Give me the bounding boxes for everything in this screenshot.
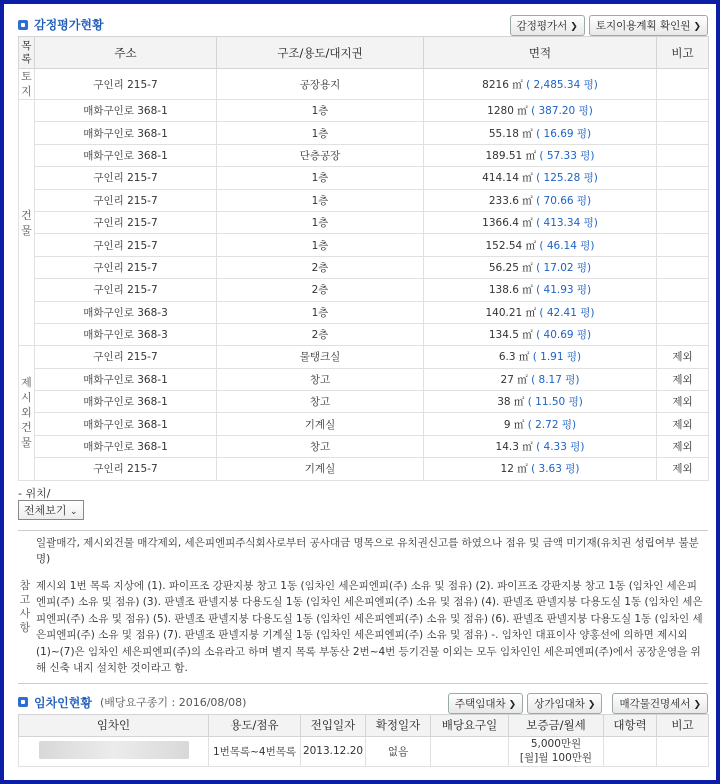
table-row <box>19 391 709 413</box>
table-row <box>19 413 709 435</box>
note-cell: 제외 <box>657 435 709 457</box>
notes-para-2: 제시외 1번 목록 지상에 (1). 파이프조 강판지붕 창고 1동 (임차인 세은피엔피(주) 소유 및 점유) (2). 파이프조 강판지붕 창고 1동 (임차인 세은피엔피(주) 소유 및 점유) (3). 판넬조 판넬지붕 다용도실 1동 (임차인 세은피엔피(주) 소유 및 점유) (4). 판넬조 판넬지붕 다용도실 1동 (임차인 세은피엔피(주) 소유 및 점유) (5). 판넬조 판넬지붕 다용도실 1동 (임차인 세은피엔피(주) 소유 및 점유) (6). 판넬조 판넬지붕 다용도실 1동 (임차인 세은피엔피(주) 소유 및 점유) (7). 판넬조 판넬지붕 기계실 1동 (임차인 세은피엔피(주) 소유 및 점유) -. 임차인 대표이사 양홍선에 의하면 제시외(1)~(7)은 임차인 세은피엔피(주)의 소유라고 하며 별지 목록 부동산 2번~4번 등기건물 이외는 모두 임차인인 세은피엔피(주)에서 공장운영을 위해 신축 내지 설치한 것이라고 함. <box>36 579 703 675</box>
col-move-in: 전입일자 <box>301 714 366 736</box>
structure-cell: 1층 <box>217 189 424 211</box>
tenant-confirm: 없음 <box>366 736 431 766</box>
structure-cell: 단층공장 <box>217 144 424 166</box>
pyeong-value: ( 2.72 평) <box>527 418 577 431</box>
address-cell: 구인리 215-7 <box>35 167 217 189</box>
area-cell: 8216 ㎡ ( 2,485.34 평) <box>424 69 657 100</box>
note-cell <box>657 211 709 233</box>
col-address: 주소 <box>35 37 217 69</box>
note-cell <box>657 144 709 166</box>
notes-label: 참 고 사 항 <box>19 578 31 634</box>
address-cell: 매화구인로 368-1 <box>35 368 217 390</box>
col-confirm: 확정일자 <box>366 714 431 736</box>
tenant-move-in: 2013.12.20 <box>301 736 366 766</box>
note-cell <box>657 167 709 189</box>
tenant-name-redacted <box>19 736 209 766</box>
content <box>18 10 708 767</box>
appraisal-table <box>18 36 709 481</box>
col-area: 면적 <box>424 37 657 69</box>
sale-statement-button[interactable]: 매각물건명세서 ❯ <box>612 693 708 714</box>
table-row <box>19 100 709 122</box>
pyeong-value: ( 2,485.34 평) <box>526 78 598 91</box>
area-cell: 14.3 ㎡ ( 4.33 평) <box>424 435 657 457</box>
commercial-lease-button[interactable]: 상가임대차 ❯ <box>527 693 602 714</box>
appraisal-header <box>18 10 708 36</box>
table-row <box>19 234 709 256</box>
structure-cell: 2층 <box>217 323 424 345</box>
tenant-title: 임차인현황 (배당요구종기 : 2016/08/08) <box>18 694 246 711</box>
area-cell: 56.25 ㎡ ( 17.02 평) <box>424 256 657 278</box>
pyeong-value: ( 41.93 평) <box>536 284 592 297</box>
section-bullet-icon <box>18 20 28 30</box>
table-row <box>19 167 709 189</box>
tenant-header <box>18 688 708 714</box>
address-cell: 구인리 215-7 <box>35 346 217 368</box>
col-use: 용도/점유 <box>209 714 301 736</box>
table-row <box>19 256 709 278</box>
group-label-excluded: 제 시 외 건 물 <box>19 346 35 480</box>
appraisal-report-button[interactable]: 감정평가서 ❯ <box>510 15 585 36</box>
tenant-note <box>657 736 709 766</box>
structure-cell: 창고 <box>217 435 424 457</box>
table-row <box>19 69 709 100</box>
note-cell <box>657 279 709 301</box>
area-cell: 38 ㎡ ( 11.50 평) <box>424 391 657 413</box>
pyeong-value: ( 57.33 평) <box>539 149 595 162</box>
table-row <box>19 301 709 323</box>
pyeong-value: ( 3.63 평) <box>531 463 580 476</box>
address-cell: 구인리 215-7 <box>35 256 217 278</box>
col-structure: 구조/용도/대지권 <box>217 37 424 69</box>
address-cell: 구인리 215-7 <box>35 234 217 256</box>
note-cell: 제외 <box>657 346 709 368</box>
address-cell: 매화구인로 368-1 <box>35 435 217 457</box>
address-cell: 매화구인로 368-1 <box>35 144 217 166</box>
appraisal-title-text: 감정평가현황 <box>34 18 104 32</box>
note-cell <box>657 301 709 323</box>
group-label-land: 토 지 <box>19 69 35 100</box>
note-cell <box>657 100 709 122</box>
area-cell: 12 ㎡ ( 3.63 평) <box>424 458 657 480</box>
note-cell: 제외 <box>657 391 709 413</box>
note-cell <box>657 256 709 278</box>
structure-cell: 1층 <box>217 301 424 323</box>
arrow-right-icon: ❯ <box>693 22 701 32</box>
tenant-opposability <box>604 736 657 766</box>
address-cell: 구인리 215-7 <box>35 69 217 100</box>
area-cell: 9 ㎡ ( 2.72 평) <box>424 413 657 435</box>
table-row <box>19 211 709 233</box>
note-cell <box>657 69 709 100</box>
pyeong-value: ( 40.69 평) <box>536 329 592 342</box>
note-cell <box>657 189 709 211</box>
note-cell <box>657 234 709 256</box>
structure-cell: 1층 <box>217 211 424 233</box>
area-cell: 1280 ㎡ ( 387.20 평) <box>424 100 657 122</box>
note-cell <box>657 323 709 345</box>
section-bullet-icon <box>18 697 28 707</box>
col-tenant-note: 비고 <box>657 714 709 736</box>
table-row <box>19 435 709 457</box>
tenant-dividend <box>431 736 509 766</box>
arrow-right-icon: ❯ <box>570 22 578 32</box>
area-cell: 138.6 ㎡ ( 41.93 평) <box>424 279 657 301</box>
note-cell: 제외 <box>657 458 709 480</box>
area-cell: 55.18 ㎡ ( 16.69 평) <box>424 122 657 144</box>
pyeong-value: ( 11.50 평) <box>527 396 583 409</box>
pyeong-value: ( 8.17 평) <box>531 373 580 386</box>
col-opposability: 대항력 <box>604 714 657 736</box>
table-row <box>19 279 709 301</box>
structure-cell: 1층 <box>217 122 424 144</box>
address-cell: 매화구인로 368-1 <box>35 100 217 122</box>
structure-cell: 기계실 <box>217 458 424 480</box>
area-cell: 134.5 ㎡ ( 40.69 평) <box>424 323 657 345</box>
land-use-plan-button[interactable]: 토지이용계획 확인원 ❯ <box>589 15 708 36</box>
address-cell: 매화구인로 368-3 <box>35 323 217 345</box>
note-cell: 제외 <box>657 368 709 390</box>
area-cell: 189.51 ㎡ ( 57.33 평) <box>424 144 657 166</box>
col-deposit: 보증금/월세 <box>509 714 604 736</box>
pyeong-value: ( 42.41 평) <box>539 306 595 319</box>
appraisal-title <box>18 16 104 33</box>
area-cell: 140.21 ㎡ ( 42.41 평) <box>424 301 657 323</box>
structure-cell: 공장용지 <box>217 69 424 100</box>
area-cell: 414.14 ㎡ ( 125.28 평) <box>424 167 657 189</box>
address-cell: 구인리 215-7 <box>35 458 217 480</box>
note-cell: 제외 <box>657 413 709 435</box>
structure-cell: 물탱크실 <box>217 346 424 368</box>
table-row <box>19 323 709 345</box>
tenant-deposit: 5,000만원 [월]월 100만원 <box>509 736 604 766</box>
area-cell: 27 ㎡ ( 8.17 평) <box>424 368 657 390</box>
residential-lease-button[interactable]: 주택임대차 ❯ <box>448 693 523 714</box>
pyeong-value: ( 387.20 평) <box>531 105 593 118</box>
table-row <box>19 368 709 390</box>
address-cell: 매화구인로 368-1 <box>35 391 217 413</box>
structure-cell: 2층 <box>217 256 424 278</box>
view-select[interactable]: 전체보기 ⌄ <box>18 500 84 520</box>
table-row <box>19 458 709 480</box>
address-cell: 매화구인로 368-1 <box>35 122 217 144</box>
appraisal-header-row <box>19 37 709 69</box>
address-cell: 구인리 215-7 <box>35 279 217 301</box>
arrow-right-icon: ❯ <box>508 699 517 710</box>
structure-cell: 1층 <box>217 167 424 189</box>
tenant-use: 1번목록~4번목록 <box>209 736 301 766</box>
area-cell: 1366.4 ㎡ ( 413.34 평) <box>424 211 657 233</box>
position-label: - 위치/ <box>18 486 51 500</box>
address-cell: 구인리 215-7 <box>35 211 217 233</box>
tenant-table <box>18 714 709 767</box>
structure-cell: 1층 <box>217 234 424 256</box>
notes-para-1: 일괄매각, 제시외건물 매각제외, 세은피엔피주식회사로부터 공사대금 명목으로 유치권신고를 하였으나 점유 및 금액 미기재(유치권 성립여부 불분명) <box>36 536 699 566</box>
col-note: 비고 <box>657 37 709 69</box>
area-cell: 233.6 ㎡ ( 70.66 평) <box>424 189 657 211</box>
pyeong-value: ( 16.69 평) <box>536 127 592 140</box>
notes-box <box>18 530 708 684</box>
table-row <box>19 189 709 211</box>
group-label-building: 건 물 <box>19 100 35 346</box>
address-cell: 매화구인로 368-1 <box>35 413 217 435</box>
tenant-subtitle: (배당요구종기 : 2016/08/08) <box>99 696 247 710</box>
table-row <box>19 346 709 368</box>
tenant-header-row <box>19 714 709 736</box>
structure-cell: 창고 <box>217 391 424 413</box>
pyeong-value: ( 4.33 평) <box>536 441 585 454</box>
area-cell: 6.3 ㎡ ( 1.91 평) <box>424 346 657 368</box>
col-tenant: 임차인 <box>19 714 209 736</box>
tenant-row <box>19 736 709 766</box>
arrow-right-icon: ❯ <box>587 699 596 710</box>
redacted-block <box>39 741 189 759</box>
col-list: 목 록 <box>19 37 35 69</box>
table-row <box>19 144 709 166</box>
col-dividend: 배당요구일 <box>431 714 509 736</box>
pyeong-value: ( 46.14 평) <box>539 239 595 252</box>
structure-cell: 2층 <box>217 279 424 301</box>
pyeong-value: ( 17.02 평) <box>536 261 592 274</box>
note-cell <box>657 122 709 144</box>
pyeong-value: ( 1.91 평) <box>532 351 582 364</box>
table-row <box>19 122 709 144</box>
address-cell: 구인리 215-7 <box>35 189 217 211</box>
structure-cell: 1층 <box>217 100 424 122</box>
pyeong-value: ( 70.66 평) <box>536 194 592 207</box>
address-cell: 매화구인로 368-3 <box>35 301 217 323</box>
pyeong-value: ( 125.28 평) <box>536 172 598 185</box>
structure-cell: 기계실 <box>217 413 424 435</box>
chevron-down-icon: ⌄ <box>70 506 78 517</box>
structure-cell: 창고 <box>217 368 424 390</box>
pyeong-value: ( 413.34 평) <box>536 217 598 230</box>
area-cell: 152.54 ㎡ ( 46.14 평) <box>424 234 657 256</box>
arrow-right-icon: ❯ <box>693 699 701 710</box>
